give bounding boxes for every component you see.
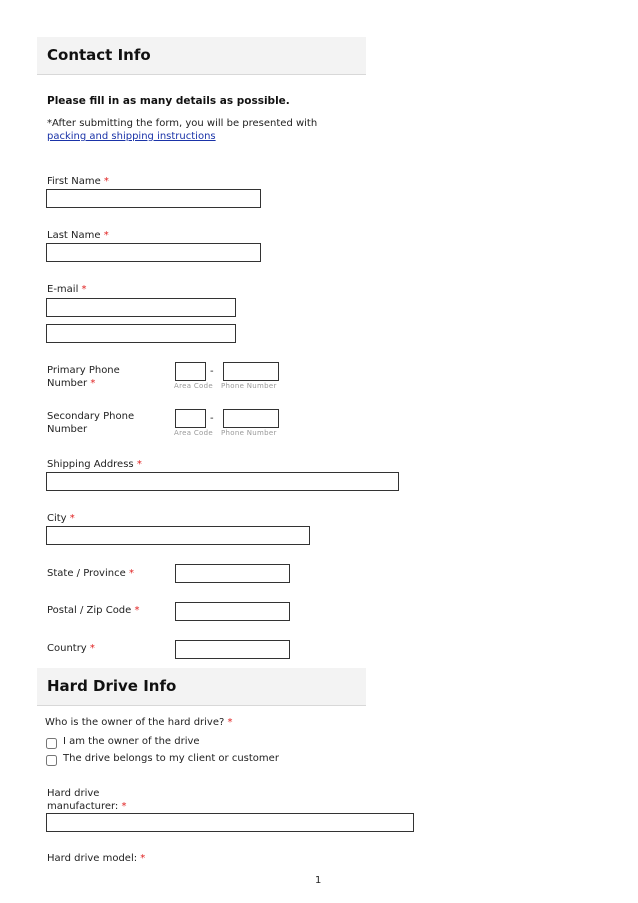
- hard-drive-info-header: [37, 668, 366, 706]
- contact-info-title: Contact Info: [47, 46, 151, 64]
- secondary-phone-area-code-input[interactable]: [175, 409, 206, 428]
- shipping-address-input[interactable]: [46, 472, 399, 491]
- shipping-address-label: [47, 458, 142, 471]
- required-marker: *: [81, 284, 87, 295]
- manufacturer-label: [47, 787, 127, 813]
- phone-number-hint: Phone Number: [221, 429, 277, 437]
- owner-option-client-checkbox[interactable]: [46, 755, 57, 766]
- secondary-phone-label-line1: Secondary Phone: [47, 411, 135, 422]
- primary-phone-label: [47, 364, 120, 390]
- primary-phone-number-input[interactable]: [223, 362, 279, 381]
- first-name-label: [47, 175, 109, 188]
- manufacturer-label-line2: manufacturer:: [47, 801, 119, 812]
- email-label: [47, 283, 87, 296]
- last-name-label-text: Last Name: [47, 230, 101, 241]
- phone-separator: -: [210, 413, 214, 424]
- intro-note: *After submitting the form, you will be presented with: [47, 118, 318, 129]
- last-name-input[interactable]: [46, 243, 261, 262]
- first-name-label-text: First Name: [47, 176, 101, 187]
- required-marker: *: [90, 378, 96, 389]
- page-number: 1: [315, 875, 322, 886]
- postal-label: [47, 604, 140, 617]
- phone-separator: -: [210, 366, 214, 377]
- country-input[interactable]: [175, 640, 290, 659]
- owner-question-label: [45, 716, 233, 729]
- city-input[interactable]: [46, 526, 310, 545]
- owner-option-self-checkbox[interactable]: [46, 738, 57, 749]
- area-code-hint: Area Code: [174, 382, 213, 390]
- required-marker: *: [134, 605, 140, 616]
- manufacturer-input[interactable]: [46, 813, 414, 832]
- owner-option-self-label: I am the owner of the drive: [63, 736, 200, 747]
- required-marker: *: [128, 568, 134, 579]
- required-marker: *: [103, 176, 109, 187]
- state-input[interactable]: [175, 564, 290, 583]
- intro-instructions: Please fill in as many details as possible.: [47, 95, 290, 107]
- city-label-text: City: [47, 513, 67, 524]
- area-code-hint: Area Code: [174, 429, 213, 437]
- owner-option-client-label: The drive belongs to my client or customer: [63, 753, 279, 764]
- required-marker: *: [89, 643, 95, 654]
- last-name-label: [47, 229, 109, 242]
- model-label: [47, 852, 145, 865]
- email-input[interactable]: [46, 298, 236, 317]
- required-marker: *: [136, 459, 142, 470]
- postal-label-text: Postal / Zip Code: [47, 605, 132, 616]
- required-marker: *: [140, 853, 146, 864]
- shipping-address-label-text: Shipping Address: [47, 459, 134, 470]
- state-label-text: State / Province: [47, 568, 126, 579]
- hard-drive-info-title: Hard Drive Info: [47, 677, 177, 695]
- postal-input[interactable]: [175, 602, 290, 621]
- city-label: [47, 512, 75, 525]
- state-label: [47, 567, 134, 580]
- primary-phone-label-line1: Primary Phone: [47, 365, 120, 376]
- owner-question-text: Who is the owner of the hard drive?: [45, 717, 225, 728]
- country-label-text: Country: [47, 643, 87, 654]
- secondary-phone-label-line2: Number: [47, 424, 88, 435]
- required-marker: *: [69, 513, 75, 524]
- contact-info-header: [37, 37, 366, 75]
- required-marker: *: [227, 717, 233, 728]
- manufacturer-label-line1: Hard drive: [47, 788, 100, 799]
- country-label: [47, 642, 95, 655]
- email-label-text: E-mail: [47, 284, 79, 295]
- first-name-input[interactable]: [46, 189, 261, 208]
- primary-phone-label-line2: Number: [47, 378, 88, 389]
- secondary-phone-label: [47, 410, 134, 436]
- model-label-text: Hard drive model:: [47, 853, 138, 864]
- required-marker: *: [121, 801, 127, 812]
- primary-phone-area-code-input[interactable]: [175, 362, 206, 381]
- required-marker: *: [103, 230, 109, 241]
- phone-number-hint: Phone Number: [221, 382, 277, 390]
- email-confirm-input[interactable]: [46, 324, 236, 343]
- secondary-phone-number-input[interactable]: [223, 409, 279, 428]
- packing-instructions-link[interactable]: packing and shipping instructions: [47, 131, 216, 142]
